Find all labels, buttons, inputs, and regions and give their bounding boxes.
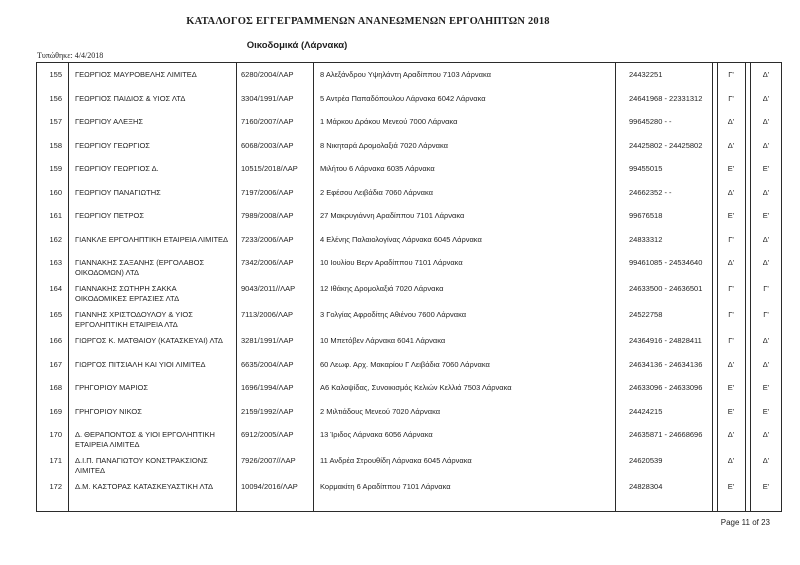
row-number: 163	[49, 258, 62, 267]
phone: 24425802 - 24425802	[629, 140, 703, 150]
class-b: Ε'	[762, 383, 770, 392]
table-row	[36, 405, 782, 429]
class-a: Δ'	[727, 258, 735, 267]
class-a: Δ'	[727, 456, 735, 465]
page-number: Page 11 of 23	[720, 518, 770, 527]
table-row	[36, 162, 782, 186]
registration-no: 7233/2006/ΛΑΡ	[241, 234, 294, 244]
class-a: Γ'	[728, 93, 734, 103]
registration-no: 1696/1994/ΛΑΡ	[241, 383, 294, 392]
row-number: 160	[49, 187, 62, 197]
phone: 24828304	[629, 482, 663, 491]
phone: 24635871 - 24668696	[629, 430, 703, 439]
row-number: 171	[49, 456, 62, 465]
phone: 24424215	[629, 406, 663, 416]
contractor-name: ΓΡΗΓΟΡΙΟΥ ΜΑΡΙΟΣ	[75, 383, 148, 392]
phone: 24633500 - 24636501	[629, 284, 703, 293]
class-a: Γ'	[728, 284, 734, 293]
registration-no: 7926/2007//ΛΑΡ	[241, 456, 296, 465]
address: 13 Ίριδος Λάρνακα 6056 Λάρνακα	[320, 430, 433, 439]
class-a: Γ'	[728, 70, 734, 79]
contractor-name: Δ. ΘΕΡΑΠΟΝΤΟΣ & ΥΙΟΙ ΕΡΓΟΛΗΠΤΙΚΗ ΕΤΑΙΡΕΙΑ ΛΙΜΙΤΕΔ	[75, 430, 215, 449]
class-b: Δ'	[762, 430, 770, 439]
table-row	[36, 428, 782, 454]
contractor-name: Δ.Μ. ΚΑΣΤΟΡΑΣ ΚΑΤΑΣΚΕΥΑΣΤΙΚΗ ΛΤΔ	[75, 482, 214, 491]
class-b: Γ'	[763, 284, 769, 293]
table-row	[36, 358, 782, 382]
registration-no: 6635/2004/ΛΑΡ	[241, 359, 294, 369]
class-b: Δ'	[762, 70, 770, 79]
registration-no: 3281/1991/ΛΑΡ	[241, 336, 294, 345]
address: 27 Μακρυγιάννη Αραδίππου 7101 Λάρνακα	[320, 211, 465, 220]
table-row	[36, 308, 782, 334]
phone: 24364916 - 24828411	[629, 336, 702, 345]
phone: 24633096 - 24633096	[629, 383, 703, 392]
address: 3 Γολγίας Αφροδίτης Αθιένου 7600 Λάρνακα	[320, 310, 467, 319]
phone: 24432251	[629, 70, 663, 79]
class-a: Ε'	[727, 482, 735, 491]
class-a: Γ'	[728, 310, 734, 319]
contractor-name: ΓΙΑΝΝΑΚΗΣ ΣΑΞΑΝΗΣ (ΕΡΓΟΛΑΒΟΣ ΟΙΚΟΔΟΜΩΝ) ΛΤΔ	[75, 258, 205, 277]
class-b: Ε'	[762, 482, 770, 491]
class-a: Δ'	[727, 117, 735, 126]
class-b: Γ'	[763, 310, 769, 319]
address: 8 Νικηταρά Δρομολαξιά 7020 Λάρνακα	[320, 140, 448, 150]
address: 1 Μάρκου Δράκου Μενεού 7000 Λάρνακα	[320, 117, 458, 126]
contractor-name: ΓΙΩΡΓΟΣ Κ. ΜΑΤΘΑΙΟΥ (ΚΑΤΑΣΚΕΥΑΙ) ΛΤΔ	[75, 336, 223, 345]
table-row	[36, 139, 782, 163]
contractor-name: Δ.Ι.Π. ΠΑΝΑΓΙΩΤΟΥ ΚΟΝΣΤΡΑΚΣΙΟΝΣ ΛΙΜΙΤΕΔ	[75, 456, 208, 475]
address: 10 Ιουλίου Βερν Αραδίππου 7101 Λάρνακα	[320, 258, 463, 267]
contractor-name: ΓΕΩΡΓΙΟΥ ΓΕΩΡΓΙΟΣ	[75, 140, 150, 150]
address: 5 Αντρέα Παπαδόπουλου Λάρνακα 6042 Λάρνακα	[320, 93, 486, 103]
phone: 99676518	[629, 211, 663, 220]
registration-no: 7113/2006/ΛΑΡ	[241, 310, 293, 319]
contractor-name: ΓΕΩΡΓΙΟΥ ΓΕΩΡΓΙΟΣ Δ.	[75, 164, 159, 173]
phone: 24662352 - -	[629, 187, 672, 197]
page-subtitle: Οικοδομικά (Λάρνακα)	[246, 40, 348, 51]
row-number: 170	[49, 430, 62, 439]
address: 2 Μιλτιάδους Μενεού 7020 Λάρνακα	[320, 406, 441, 416]
class-a: Δ'	[727, 140, 735, 150]
contractor-name: ΓΕΩΡΓΙΟΥ ΑΛΕΞΗΣ	[75, 117, 144, 126]
address: Α6 Καλοψίδας, Συνοικισμός Κελιών Κελλιά 7503 Λάρνακα	[320, 383, 512, 392]
registration-no: 10515/2018/ΛΑΡ	[241, 164, 298, 173]
class-a: Γ'	[728, 336, 734, 345]
table-row	[36, 256, 782, 282]
registration-no: 6912/2005/ΛΑΡ	[241, 430, 294, 439]
table-row	[36, 233, 782, 257]
contractor-name: ΓΕΩΡΓΙΟΥ ΠΕΤΡΟΣ	[75, 211, 144, 220]
row-number: 155	[49, 70, 62, 79]
class-b: Δ'	[762, 456, 770, 465]
registration-no: 7342/2006/ΛΑΡ	[241, 258, 294, 267]
row-number: 169	[49, 406, 62, 416]
row-number: 167	[49, 359, 62, 369]
table-row	[36, 68, 782, 92]
row-number: 161	[49, 211, 62, 220]
contractor-name: ΓΙΑΝΚΛΕ ΕΡΓΟΛΗΠΤΙΚΗ ΕΤΑΙΡΕΙΑ ΛΙΜΙΤΕΔ	[75, 234, 229, 244]
address: 10 Μπετόβεν Λάρνακα 6041 Λάρνακα	[320, 336, 446, 345]
address: 60 Λεωφ. Αρχ. Μακαρίου Γ Λειβάδια 7060 Λάρνακα	[320, 359, 490, 369]
registration-no: 7989/2008/ΛΑΡ	[241, 211, 294, 220]
printed-date-label: Τυπώθηκε: 4/4/2018	[37, 51, 104, 60]
address: 11 Ανδρέα Στρουθίδη Λάρνακα 6045 Λάρνακα	[320, 456, 472, 465]
address: 2 Εφέσου Λειβάδια 7060 Λάρνακα	[320, 187, 434, 197]
class-b: Δ'	[762, 93, 770, 103]
table-row	[36, 381, 782, 405]
class-b: Δ'	[762, 359, 770, 369]
registration-no: 7160/2007/ΛΑΡ	[241, 117, 294, 126]
class-b: Δ'	[762, 336, 770, 345]
row-number: 168	[49, 383, 62, 392]
address: 12 Ιθάκης Δρομολαξιά 7020 Λάρνακα	[320, 284, 444, 293]
phone: 99461085 - 24534640	[629, 258, 703, 267]
contractor-name: ΓΙΑΝΝΗΣ ΧΡΙΣΤΟΔΟΥΛΟΥ & ΥΙΟΣ ΕΡΓΟΛΗΠΤΙΚΗ ΕΤΑΙΡΕΙΑ ΛΤΔ	[75, 310, 193, 329]
contractor-name: ΓΡΗΓΟΡΙΟΥ ΝΙΚΟΣ	[75, 406, 142, 416]
phone: 24833312	[629, 234, 663, 244]
registration-no: 3304/1991/ΛΑΡ	[241, 93, 294, 103]
class-a: Ε'	[727, 383, 735, 392]
table-row	[36, 480, 782, 504]
class-a: Ε'	[727, 211, 735, 220]
registration-no: 7197/2006/ΛΑΡ	[241, 187, 294, 197]
page-title: ΚΑΤΑΛΟΓΟΣ ΕΓΓΕΓΡΑΜΜΕΝΩΝ ΑΝΑΝΕΩΜΕΝΩΝ ΕΡΓΟΛΗΠΤΩΝ 2018	[186, 16, 550, 27]
phone: 99645280 - -	[629, 117, 672, 126]
row-number: 158	[49, 140, 62, 150]
registration-no: 6068/2003/ΛΑΡ	[241, 140, 294, 150]
address: Μιλήτου 6 Λάρνακα 6035 Λάρνακα	[320, 164, 435, 173]
row-number: 156	[49, 93, 62, 103]
row-number: 157	[49, 117, 62, 126]
address: 4 Ελένης Παλαιολογίνας Λάρνακα 6045 Λάρνακα	[320, 234, 482, 244]
registration-no: 9043/2011//ΛΑΡ	[241, 284, 296, 293]
row-number: 172	[49, 482, 62, 491]
phone: 24634136 - 24634136	[629, 359, 703, 369]
table-rows	[36, 63, 782, 504]
class-b: Δ'	[762, 140, 770, 150]
table-row	[36, 92, 782, 116]
table-row	[36, 282, 782, 308]
class-a: Δ'	[727, 187, 735, 197]
row-number: 162	[49, 234, 62, 244]
contractor-name: ΓΙΩΡΓΟΣ ΠΙΤΣΙΑΛΗ ΚΑΙ ΥΙΟΙ ΛΙΜΙΤΕΔ	[75, 359, 206, 369]
table-row	[36, 115, 782, 139]
class-a: Ε'	[727, 406, 735, 416]
row-number: 159	[49, 164, 62, 173]
row-number: 164	[49, 284, 62, 293]
class-b: Ε'	[762, 164, 770, 173]
class-a: Δ'	[727, 359, 735, 369]
class-a: Γ'	[728, 234, 734, 244]
address: Κορμακίτη 6 Αραδίππου 7101 Λάρνακα	[320, 482, 451, 491]
registration-no: 10094/2016/ΛΑΡ	[241, 482, 298, 491]
table-bottom-border	[36, 511, 782, 512]
row-number: 166	[49, 336, 62, 345]
class-a: Δ'	[727, 430, 735, 439]
table-row	[36, 454, 782, 480]
contractors-table	[36, 62, 782, 512]
class-b: Δ'	[762, 234, 770, 244]
class-a: Ε'	[727, 164, 735, 173]
contractor-name: ΓΕΩΡΓΙΟΣ ΜΑΥΡΟΒΕΛΗΣ ΛΙΜΙΤΕΔ	[75, 70, 197, 79]
table-row	[36, 334, 782, 358]
contractor-name: ΓΙΑΝΝΑΚΗΣ ΣΩΤΗΡΗ ΣΑΚΚΑ ΟΙΚΟΔΟΜΙΚΕΣ ΕΡΓΑΣΙΕΣ ΛΤΔ	[75, 284, 180, 303]
registration-no: 2159/1992/ΛΑΡ	[241, 406, 294, 416]
class-b: Δ'	[762, 258, 770, 267]
phone: 24522758	[629, 310, 663, 319]
class-b: Δ'	[762, 187, 770, 197]
registration-no: 6280/2004/ΛΑΡ	[241, 70, 294, 79]
phone: 24641968 - 22331312	[629, 93, 703, 103]
contractor-name: ΓΕΩΡΓΙΟΣ ΠΑΙΔΙΟΣ & ΥΙΟΣ ΛΤΔ	[75, 93, 186, 103]
address: 8 Αλεξάνδρου Υψηλάντη Αραδίππου 7103 Λάρνακα	[320, 70, 491, 79]
phone: 24620539	[629, 456, 663, 465]
contractor-name: ΓΕΩΡΓΙΟΥ ΠΑΝΑΓΙΩΤΗΣ	[75, 187, 161, 197]
row-number: 165	[49, 310, 62, 319]
class-b: Ε'	[762, 211, 770, 220]
table-row	[36, 209, 782, 233]
phone: 99455015	[629, 164, 663, 173]
class-b: Ε'	[762, 406, 770, 416]
class-b: Δ'	[762, 117, 770, 126]
table-row	[36, 186, 782, 210]
